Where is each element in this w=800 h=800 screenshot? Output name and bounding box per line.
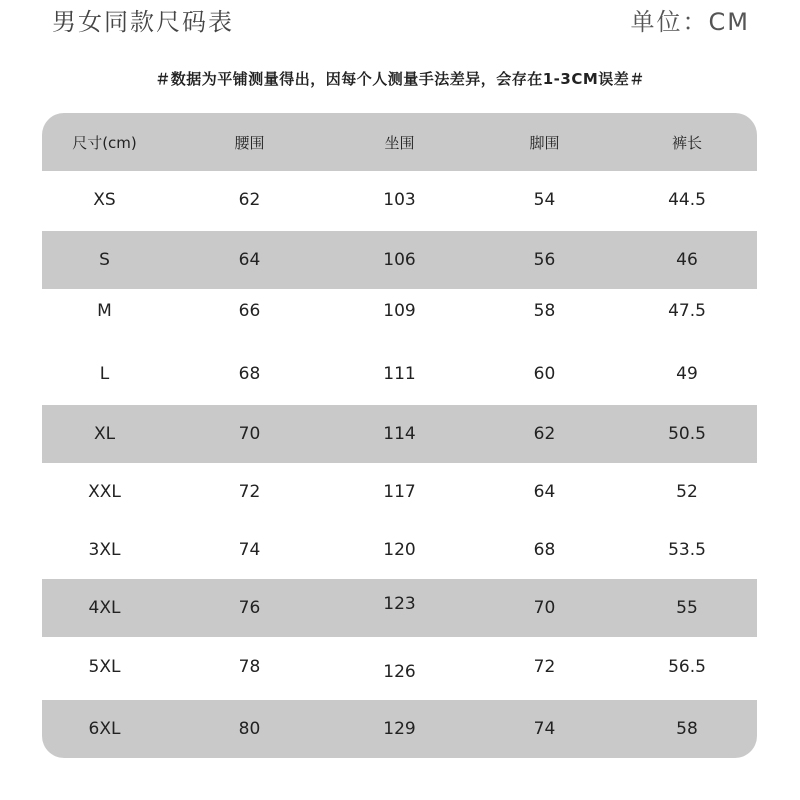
column-header-waist: 腰围 xyxy=(234,133,265,152)
size-cell: M xyxy=(97,301,112,321)
column-header-length: 裤长 xyxy=(671,133,702,152)
size-cell: 6XL xyxy=(88,719,121,739)
table-header-row xyxy=(42,113,757,171)
hip-cell: 103 xyxy=(383,190,416,210)
leg-opening-cell: 56 xyxy=(533,250,556,270)
table-row xyxy=(42,579,757,637)
hip-cell: 120 xyxy=(383,540,416,560)
hip-cell: 106 xyxy=(383,250,416,270)
waist-cell: 80 xyxy=(238,719,261,739)
length-cell: 47.5 xyxy=(668,301,706,321)
waist-cell: 68 xyxy=(238,364,261,384)
table-row xyxy=(42,231,757,289)
size-cell: 3XL xyxy=(88,540,121,560)
length-cell: 49 xyxy=(676,364,698,384)
size-cell: 4XL xyxy=(88,598,121,618)
waist-cell: 64 xyxy=(238,250,261,270)
hip-cell: 126 xyxy=(383,662,416,682)
leg-opening-cell: 54 xyxy=(533,190,556,210)
waist-cell: 72 xyxy=(238,482,261,502)
leg-opening-cell: 62 xyxy=(533,424,556,444)
size-cell: 5XL xyxy=(88,657,121,677)
leg-opening-cell: 74 xyxy=(533,719,556,739)
waist-cell: 70 xyxy=(238,424,261,444)
column-header-leg-opening: 脚围 xyxy=(529,133,560,152)
leg-opening-cell: 72 xyxy=(533,657,556,677)
waist-cell: 66 xyxy=(238,301,261,321)
leg-opening-cell: 64 xyxy=(533,482,556,502)
hip-cell: 129 xyxy=(383,719,416,739)
table-row xyxy=(42,637,757,697)
waist-cell: 62 xyxy=(238,190,261,210)
waist-cell: 74 xyxy=(238,540,261,560)
table-row xyxy=(42,345,757,403)
leg-opening-cell: 58 xyxy=(533,301,556,321)
length-cell: 52 xyxy=(676,482,698,502)
hip-cell: 117 xyxy=(383,482,416,502)
hip-cell: 111 xyxy=(383,364,416,384)
table-row xyxy=(42,463,757,521)
waist-cell: 76 xyxy=(238,598,261,618)
size-cell: XL xyxy=(93,424,116,444)
table-row xyxy=(42,289,757,333)
column-header-hip: 坐围 xyxy=(384,133,415,152)
table-row xyxy=(42,405,757,463)
column-header-size: 尺寸(cm) xyxy=(72,133,137,152)
length-cell: 44.5 xyxy=(668,190,706,210)
page-title: 男女同款尺码表 xyxy=(52,8,234,36)
measurement-note: ＃数据为平铺测量得出，因每个人测量手法差异，会存在1-3CM误差＃ xyxy=(155,70,645,88)
waist-cell: 78 xyxy=(238,657,261,677)
hip-cell: 123 xyxy=(383,594,416,614)
table-row xyxy=(42,521,757,579)
unit-label: 单位：CM xyxy=(630,8,750,36)
hip-cell: 109 xyxy=(383,301,416,321)
size-cell: XS xyxy=(93,190,116,210)
length-cell: 58 xyxy=(676,719,698,739)
table-row xyxy=(42,700,757,758)
length-cell: 55 xyxy=(676,598,698,618)
length-cell: 56.5 xyxy=(668,657,706,677)
leg-opening-cell: 68 xyxy=(533,540,556,560)
leg-opening-cell: 70 xyxy=(533,598,556,618)
size-cell: L xyxy=(99,364,110,384)
hip-cell: 114 xyxy=(383,424,416,444)
length-cell: 46 xyxy=(676,250,698,270)
leg-opening-cell: 60 xyxy=(533,364,556,384)
length-cell: 50.5 xyxy=(668,424,706,444)
table-row xyxy=(42,171,757,229)
size-table xyxy=(42,113,757,758)
size-cell: S xyxy=(99,250,110,270)
size-cell: XXL xyxy=(88,482,121,502)
length-cell: 53.5 xyxy=(668,540,706,560)
